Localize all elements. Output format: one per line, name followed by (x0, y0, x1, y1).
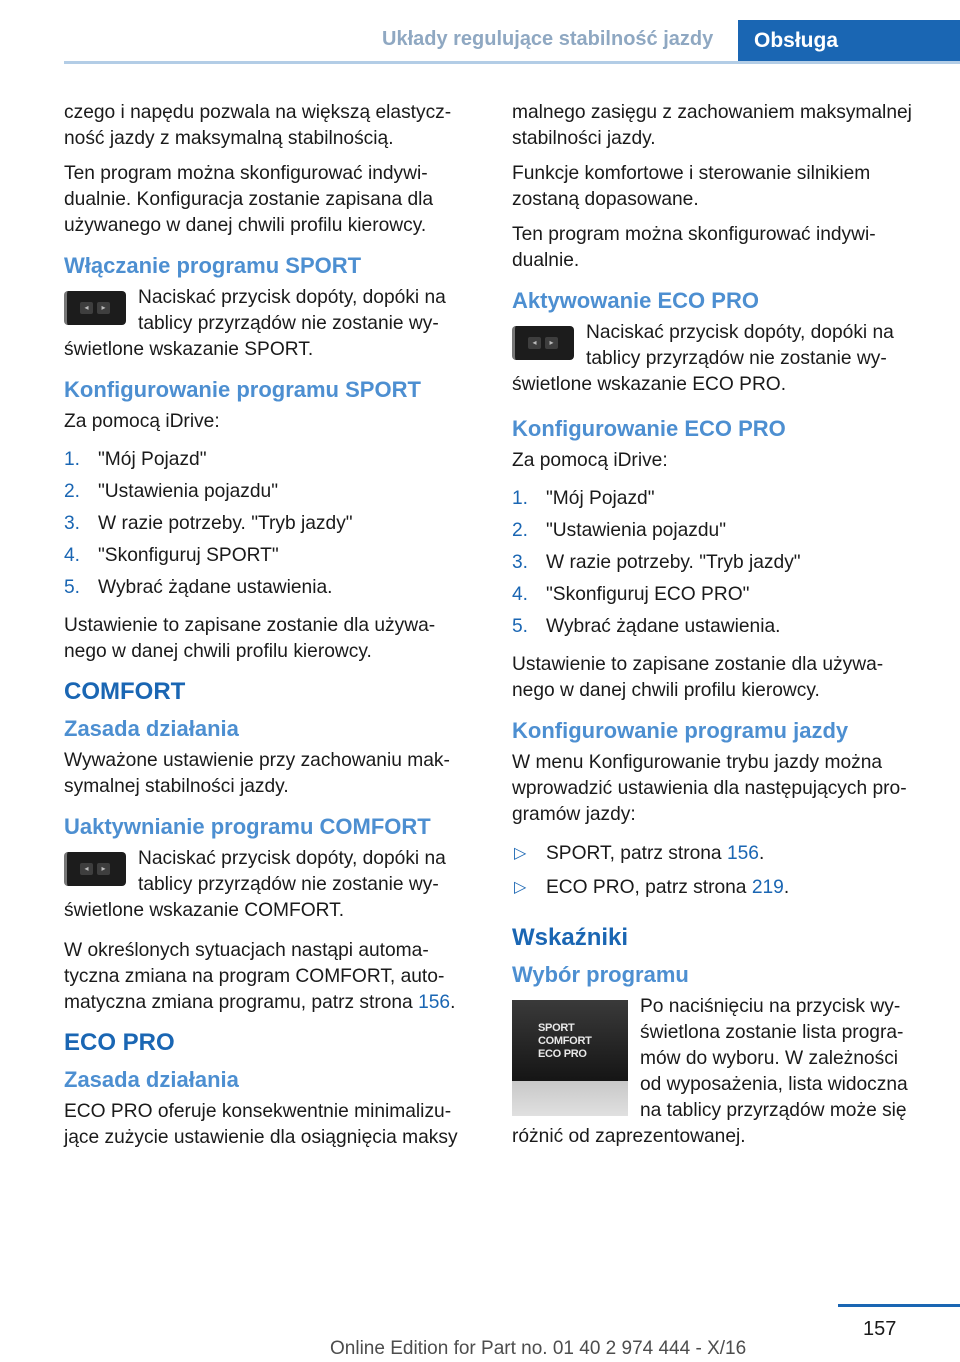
list-item (512, 579, 912, 611)
item-end: . (758, 843, 765, 864)
step-text: "Skonfiguruj SPORT" (98, 545, 279, 566)
eco-principle-heading: Zasada działania (64, 1067, 239, 1092)
eco-config-note: Ustawienie to zapisane zostanie dla używanego w danej chwili profilu kierowcy. (512, 654, 884, 701)
drive-mode-button-icon (64, 291, 126, 325)
comfort-auto-end: . (450, 992, 456, 1013)
eco-config-steps (512, 483, 912, 643)
step-text: "Skonfiguruj ECO PRO" (546, 584, 750, 605)
rocker-left-icon: ◂ (528, 337, 541, 349)
step-text: "Mój Pojazd" (546, 488, 655, 509)
step-text: "Ustawienia pojazdu" (546, 520, 727, 541)
comfort-activate-block (64, 846, 464, 924)
step-number: 3. (512, 552, 529, 573)
footer-divider (838, 1304, 960, 1307)
list-item (512, 515, 912, 547)
step-number: 2. (64, 481, 81, 502)
step-number: 2. (512, 520, 529, 541)
step-text: W razie potrzeby. "Tryb jazdy" (546, 552, 801, 573)
item-end: . (783, 877, 790, 898)
left-column (64, 100, 464, 1160)
sport-config-heading: Konfigurowanie programu SPORT (64, 377, 421, 402)
eco-config-heading: Konfigurowanie ECO PRO (512, 416, 786, 441)
step-text: "Mój Pojazd" (98, 449, 207, 470)
comfort-auto-paragraph (64, 938, 464, 1016)
item-text: ECO PRO, patrz strona (546, 877, 752, 898)
edition-note: Online Edition for Part no. 01 40 2 974 444 - X/16 (330, 1338, 747, 1359)
comfort-principle-text: Wyważone ustawienie przy zachowaniu maksymalnej stabilności jazdy. (64, 750, 450, 797)
eco-activate-heading: Aktywowanie ECO PRO (512, 288, 759, 313)
triangle-bullet-icon: ▷ (514, 845, 527, 862)
list-item (64, 476, 464, 508)
step-number: 1. (64, 449, 81, 470)
intro-paragraph-1: czego i napędu pozwala na większą elastyczność jazdy z maksymalną stabilnością. (64, 102, 452, 149)
drive-program-list (512, 837, 912, 905)
program-select-heading: Wybór programu (512, 962, 689, 987)
program-menu-sport: SPORT (538, 1022, 575, 1034)
program-menu-comfort: COMFORT (538, 1035, 592, 1047)
step-number: 5. (512, 616, 529, 637)
step-number: 3. (64, 513, 81, 534)
eco-principle-text: ECO PRO oferuje konsekwentnie minimalizujące zużycie ustawienie dla osiągnięcia maksy (64, 1101, 458, 1148)
eco-config-intro: Za pomocą iDrive: (512, 450, 668, 471)
list-item (64, 572, 464, 604)
rocker-right-icon: ▸ (545, 337, 558, 349)
step-text: W razie potrzeby. "Tryb jazdy" (98, 513, 353, 534)
sport-config-steps (64, 444, 464, 604)
drive-config-heading: Konfigurowanie programu jazdy (512, 718, 849, 743)
intro-paragraph-2: Ten program można skonfigurować indywidualnie. Konfiguracja zostanie zapisana dla używanego w danej chwili profilu kierowcy. (64, 163, 434, 236)
page-link-219[interactable]: 219 (751, 877, 784, 898)
drive-mode-button-icon (64, 852, 126, 886)
list-item (512, 871, 912, 905)
comfort-auto-text: W określonych sytuacjach nastąpi automatyczna zmiana na program COMFORT, automatyczna zmiana programu, patrz strona (64, 940, 445, 1013)
eco-comfort-text: Funkcje komfortowe i sterowanie silnikiem zostaną dopasowane. (512, 163, 871, 210)
step-text: Wybrać żądane ustawienia. (546, 616, 781, 637)
eco-continuation: malnego zasięgu z zachowaniem maksymalnej stabilności jazdy. (512, 102, 912, 149)
step-text: Wybrać żądane ustawienia. (98, 577, 333, 598)
program-menu-image (512, 1000, 628, 1116)
drive-config-text: W menu Konfigurowanie trybu jazdy można wprowadzić ustawienia dla następujących programów jazdy: (512, 752, 907, 825)
list-item (512, 611, 912, 643)
list-item (512, 837, 912, 871)
list-item (64, 540, 464, 572)
sport-config-note: Ustawienie to zapisane zostanie dla używanego w danej chwili profilu kierowcy. (64, 615, 436, 662)
program-menu-eco-pro: ECO PRO (538, 1048, 587, 1060)
item-text: SPORT, patrz strona (546, 843, 727, 864)
indicators-heading: Wskaźniki (512, 924, 629, 951)
list-item (512, 547, 912, 579)
step-number: 4. (64, 545, 81, 566)
rocker-right-icon: ▸ (97, 302, 110, 314)
eco-activate-text: Naciskać przycisk dopóty, dopóki na tablicy przyrządów nie zostanie wyświetlone wskazanie ECO PRO. (512, 322, 894, 395)
program-select-text: Po naciśnięciu na przycisk wyświetlona zostanie lista programów do wyboru. W zależności od wyposażenia, lista widoczna na tablicy przyrządów może się różnić od zaprezentowanej. (512, 996, 908, 1147)
step-text: "Ustawienia pojazdu" (98, 481, 279, 502)
rocker-left-icon: ◂ (80, 302, 93, 314)
list-item (512, 483, 912, 515)
comfort-activate-text: Naciskać przycisk dopóty, dopóki na tablicy przyrządów nie zostanie wyświetlone wskazanie COMFORT. (64, 848, 446, 921)
step-number: 1. (512, 488, 529, 509)
triangle-bullet-icon: ▷ (514, 879, 527, 896)
comfort-heading: COMFORT (64, 678, 186, 705)
eco-individual-text: Ten program można skonfigurować indywidualnie. (512, 224, 876, 271)
sport-activate-heading: Włączanie programu SPORT (64, 253, 362, 278)
list-item (64, 508, 464, 540)
sport-activate-block (64, 285, 464, 363)
sport-config-intro: Za pomocą iDrive: (64, 411, 220, 432)
comfort-principle-heading: Zasada działania (64, 716, 239, 741)
page-link-156[interactable]: 156 (418, 992, 451, 1013)
page-number: 157 (863, 1318, 897, 1340)
right-column (512, 100, 912, 1159)
running-header-section: Układy regulujące stabilność jazdy (382, 28, 714, 50)
page-link-156[interactable]: 156 (726, 843, 759, 864)
step-number: 5. (64, 577, 81, 598)
program-select-block (512, 994, 912, 1150)
header-divider (64, 61, 960, 64)
chapter-tab: Obsługa (738, 20, 960, 62)
eco-pro-heading: ECO PRO (64, 1029, 175, 1056)
drive-mode-button-icon (512, 326, 574, 360)
rocker-right-icon: ▸ (97, 863, 110, 875)
eco-activate-block (512, 320, 912, 398)
sport-activate-text: Naciskać przycisk dopóty, dopóki na tablicy przyrządów nie zostanie wyświetlone wskazanie SPORT. (64, 287, 446, 360)
rocker-left-icon: ◂ (80, 863, 93, 875)
comfort-activate-heading: Uaktywnianie programu COMFORT (64, 814, 431, 839)
list-item (64, 444, 464, 476)
step-number: 4. (512, 584, 529, 605)
